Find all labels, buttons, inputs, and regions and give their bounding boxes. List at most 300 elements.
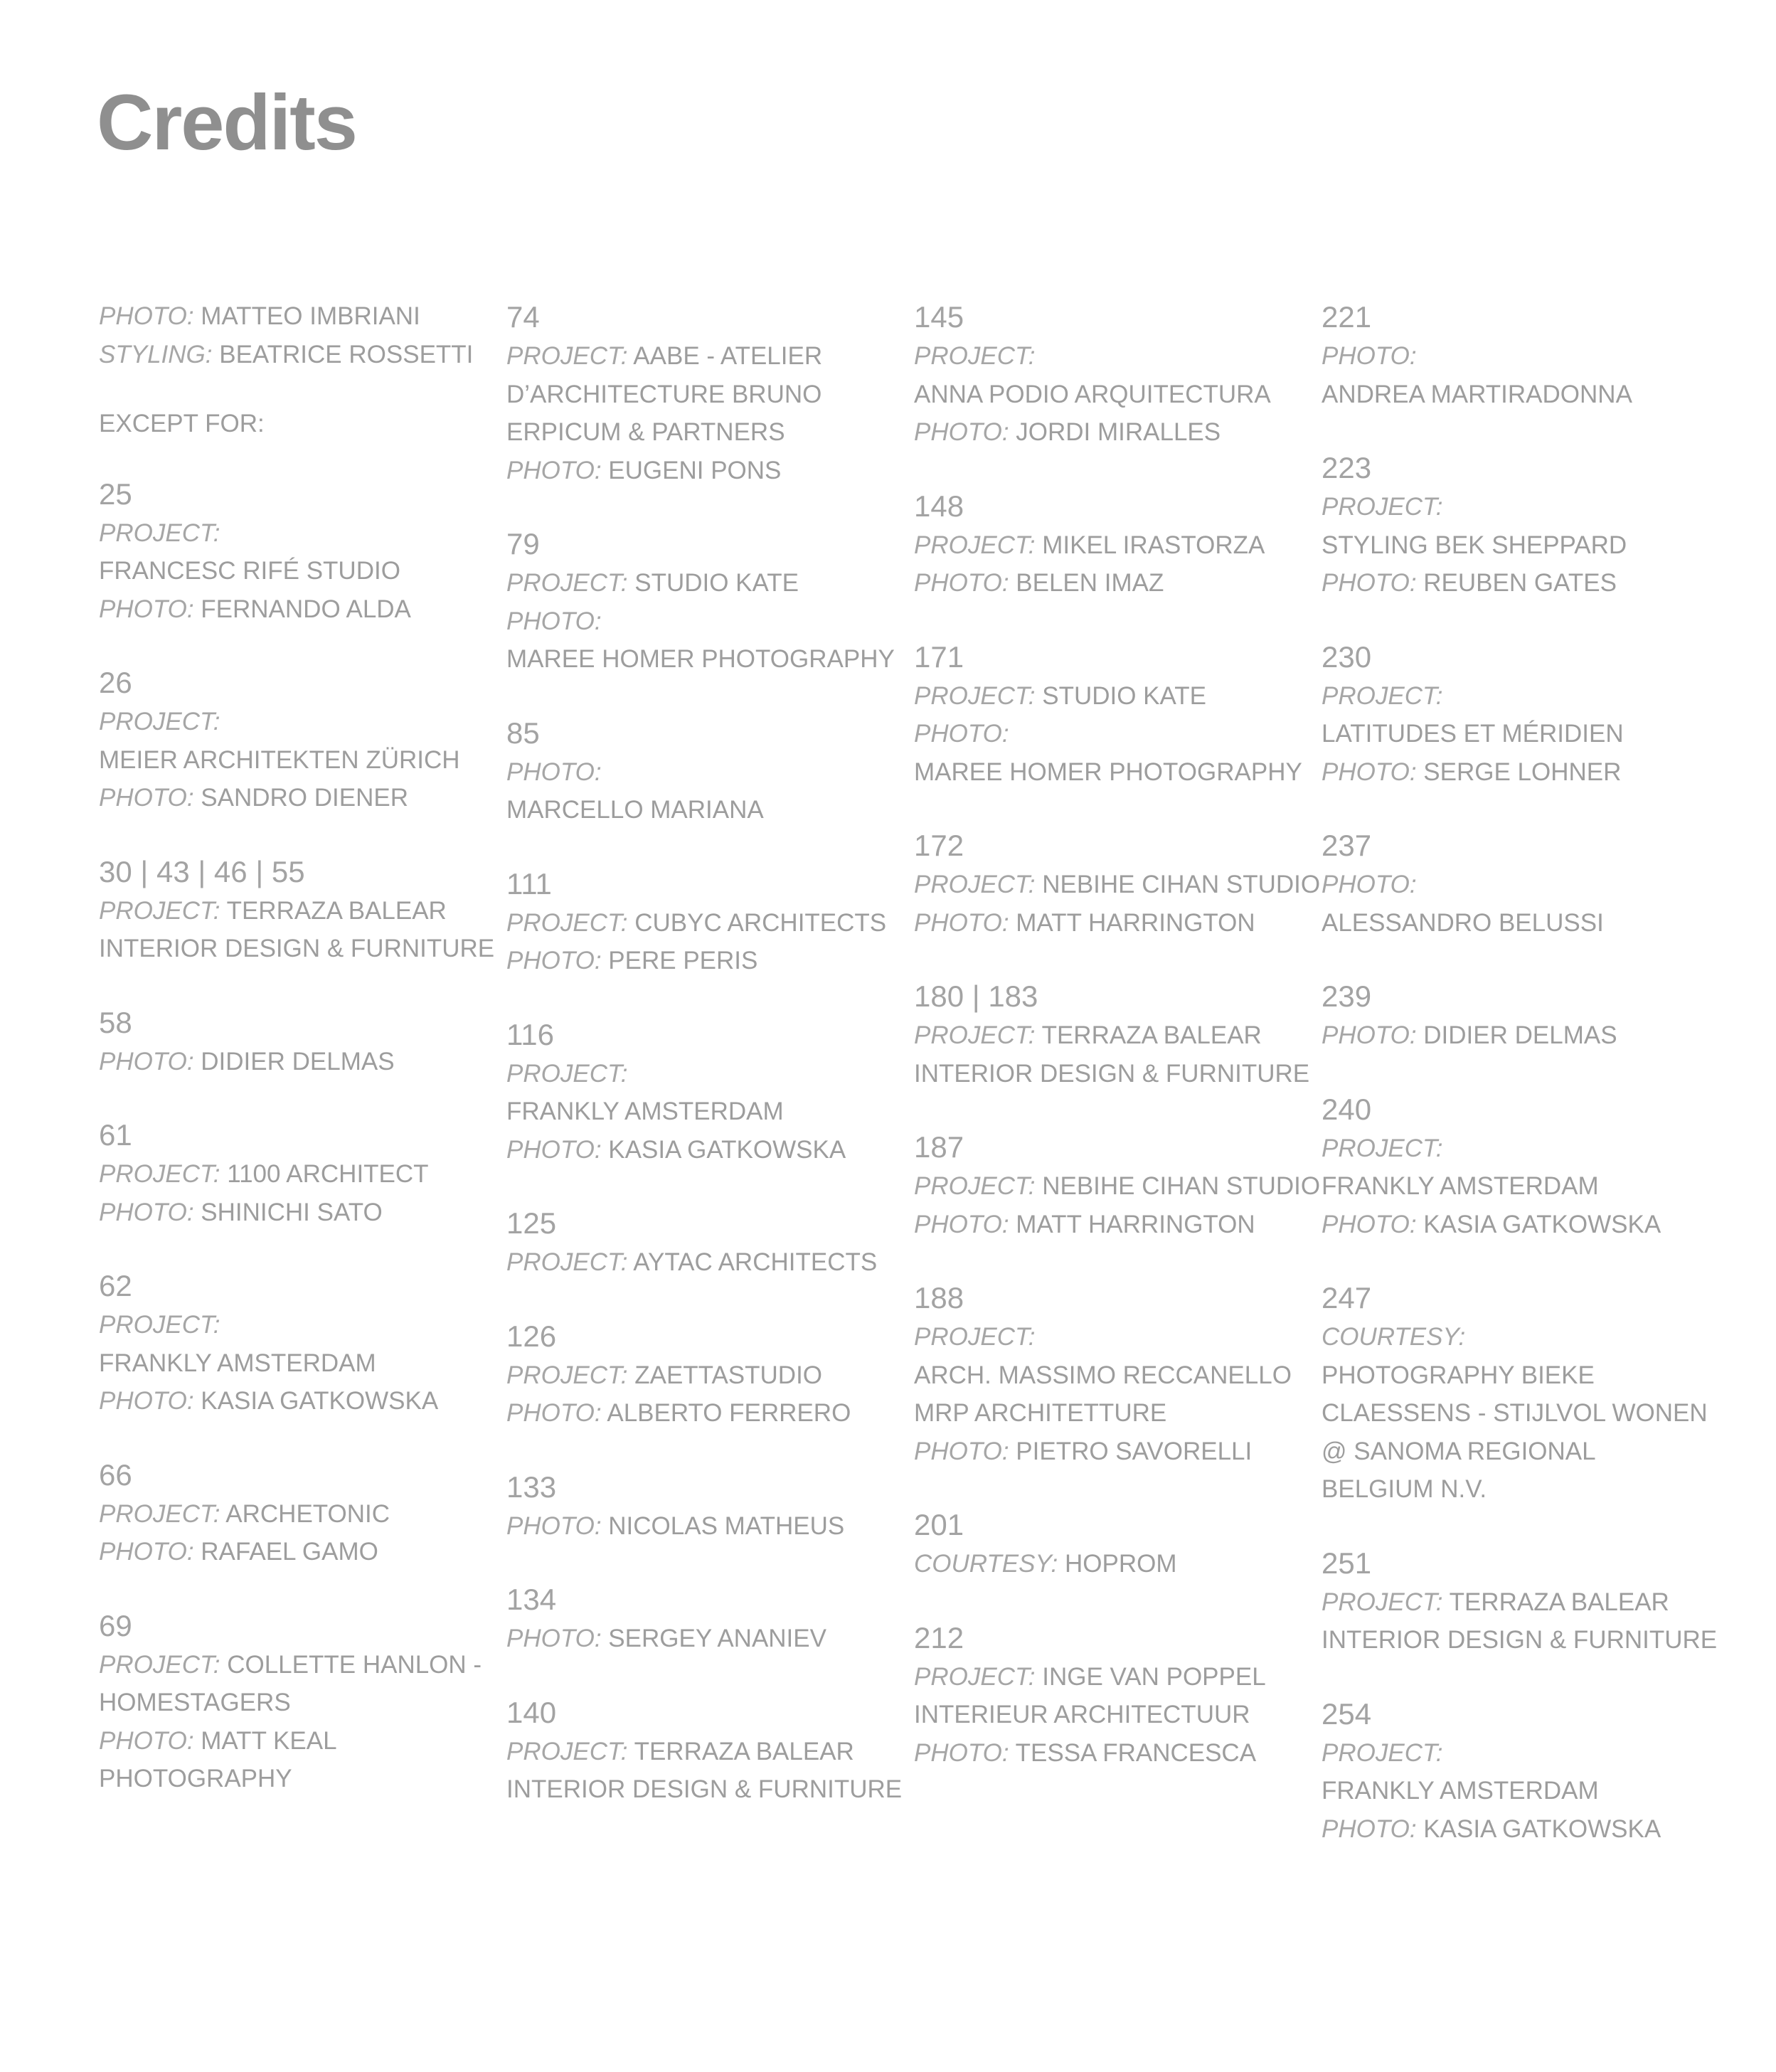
credit-line [1322,1318,1720,1356]
page-number: 221 [1322,300,1372,334]
page-number: 251 [1322,1546,1372,1580]
credit-line [99,930,497,968]
credit-value: MAREE HOMER PHOTOGRAPHY [506,645,895,673]
credit-label: PHOTO: [506,758,602,786]
credit-line [99,1194,497,1232]
credit-entry [1322,1278,1720,1509]
credit-entry [99,1003,497,1081]
credit-entry [1322,637,1720,792]
credit-value: INTERIEUR ARCHITECTUUR [914,1701,1250,1728]
credit-entry [506,1693,905,1809]
credit-label: PROJECT: [506,342,628,370]
credit-entry [1322,1694,1720,1849]
except-for-label: EXCEPT FOR: [99,410,265,437]
credit-line [506,1620,905,1658]
credit-value: DIDIER DELMAS [1423,1021,1617,1049]
credit-value: PERE PERIS [608,947,758,974]
credit-value: MATT KEAL [201,1726,337,1755]
credit-line [506,1055,905,1093]
credits-column-1 [99,297,497,1833]
credit-line [506,602,905,641]
column-entries [506,297,905,1809]
credit-line [99,741,497,780]
credit-line [506,1507,905,1546]
credit-value: ALESSANDRO BELUSSI [1322,908,1604,937]
credit-line [1322,1734,1720,1773]
page-number: 125 [506,1206,557,1240]
credit-line [99,514,497,553]
page-number: 180 | 183 [914,979,1038,1013]
credit-entry [1322,1544,1720,1659]
credit-line [1322,564,1720,602]
intro-styling-line [99,336,497,374]
credit-label: PHOTO: [506,456,602,484]
credit-label: PHOTO: [99,595,194,623]
credit-label: PHOTO: [506,1512,602,1540]
credit-line [1322,1810,1720,1849]
credit-value: AYTAC ARCHITECTS [633,1248,878,1276]
page-number: 240 [1322,1092,1372,1126]
credit-label: PHOTO: [506,607,602,635]
credit-value: STUDIO KATE [634,569,799,597]
page-number: 69 [99,1608,132,1642]
credit-value: ALBERTO FERRERO [607,1399,851,1427]
credit-line [914,1167,1321,1206]
credit-line [506,753,905,792]
credit-value: PHOTOGRAPHY [99,1765,292,1792]
credit-label: PHOTO: [914,1210,1009,1238]
credit-line [506,942,905,980]
credit-entry [506,524,905,679]
credit-label: PROJECT: [914,871,1036,898]
credit-line [506,640,905,679]
credit-value: MARCELLO MARIANA [506,796,764,824]
credit-label: PHOTO: [506,947,602,974]
credit-value: ERPICUM & PARTNERS [506,418,785,446]
credit-label: PROJECT: [914,1662,1036,1691]
credit-entry [914,637,1312,792]
credit-line [1322,753,1720,792]
credit-line [506,1131,905,1169]
credit-label: PROJECT: [506,908,628,937]
credit-value: PIETRO SAVORELLI [1016,1437,1253,1465]
credit-value: SERGEY ANANIEV [608,1625,826,1652]
credit-line [506,791,905,829]
credit-entry [914,1278,1312,1470]
credit-line [914,715,1312,753]
credit-line [914,1734,1312,1773]
credit-label: COURTESY: [914,1550,1058,1578]
credit-line [99,1344,497,1383]
credit-line [99,1646,497,1684]
general-credits [99,297,497,443]
intro-photo-label: PHOTO: [99,302,194,330]
credit-line [1322,337,1720,376]
credit-line [1322,1394,1720,1433]
credit-value: KASIA GATKOWSKA [608,1135,846,1164]
credit-label: PROJECT: [99,1160,220,1188]
page-number: 201 [914,1508,964,1541]
credit-entry [99,474,497,629]
credit-line [99,1722,497,1760]
credit-label: PROJECT: [914,681,1036,710]
page-number: 126 [506,1319,557,1353]
page-number: 85 [506,716,540,750]
credit-value: MAREE HOMER PHOTOGRAPHY [914,758,1302,786]
credit-line [99,1533,497,1571]
page-number: 187 [914,1130,964,1164]
page-number: 133 [506,1470,557,1504]
credit-label: PHOTO: [99,784,194,812]
page-number: 230 [1322,639,1372,674]
credit-line [914,904,1312,942]
credit-label: PHOTO: [99,1047,194,1075]
page-number: 111 [506,866,552,900]
credit-label: PHOTO: [99,1198,194,1226]
credit-entry [1322,826,1720,942]
credit-value: HOMESTAGERS [99,1689,291,1716]
credit-line [99,892,497,930]
credit-label: PROJECT: [99,519,220,547]
credit-value: INGE VAN POPPEL [1042,1662,1266,1691]
credit-value: 1100 ARCHITECT [227,1160,429,1188]
credit-value: LATITUDES ET MÉRIDIEN [1322,720,1624,748]
credit-line [914,1394,1312,1433]
credit-entry [99,852,497,968]
credit-value: TESSA FRANCESCA [1015,1738,1257,1767]
page-number: 237 [1322,829,1372,862]
credit-label: PROJECT: [99,1650,220,1679]
page-number: 26 [99,666,132,699]
intro-photo-value: MATTEO IMBRIANI [201,302,420,330]
credit-entry [506,297,905,489]
credit-label: PROJECT: [99,708,220,735]
credit-line [1322,376,1720,414]
credit-label: PHOTO: [506,1625,602,1652]
credit-line [99,1306,497,1344]
credit-value: INTERIOR DESIGN & FURNITURE [914,1059,1310,1088]
credit-value: MIKEL IRASTORZA [1042,531,1265,559]
credit-value: KASIA GATKOWSKA [1423,1210,1661,1238]
credit-line [99,1684,497,1722]
credit-line [914,1318,1312,1356]
credit-line [506,904,905,942]
credit-label: PROJECT: [1322,681,1443,710]
credit-line [506,564,905,602]
credit-entry [99,1606,497,1798]
page-number: 247 [1322,1281,1372,1314]
credit-value: @ SANOMA REGIONAL [1322,1437,1596,1465]
credit-entry [506,713,905,829]
credit-label: PROJECT: [506,1737,628,1765]
credit-entry [914,1618,1312,1773]
page-number: 254 [1322,1696,1372,1731]
credit-line [99,1043,497,1081]
credit-value: JORDI MIRALLES [1016,418,1221,446]
credit-label: PHOTO: [914,569,1009,597]
credit-entry [914,297,1312,452]
credit-entry [506,1580,905,1658]
credit-line [1322,1206,1720,1244]
credit-line [506,376,905,414]
credit-line [914,337,1312,376]
page-number: 30 | 43 | 46 | 55 [99,854,305,888]
credit-label: PHOTO: [1322,1021,1417,1049]
credit-value: STUDIO KATE [1042,681,1206,710]
credit-entry [914,1127,1321,1243]
credits-column-3 [914,297,1321,1807]
credit-value: MATT HARRINGTON [1016,908,1255,937]
credit-value: PHOTOGRAPHY BIEKE [1322,1361,1595,1389]
credit-entry [506,864,905,980]
credit-entry [99,663,497,817]
credit-entry [914,826,1321,942]
credit-value: MATT HARRINGTON [1016,1210,1255,1238]
page-number: 61 [99,1118,132,1152]
credit-value: FRANCESC RIFÉ STUDIO [99,557,400,585]
page-number: 239 [1322,979,1372,1013]
credit-label: PHOTO: [506,1399,602,1427]
credit-line [506,413,905,452]
credits-column-2 [506,297,905,1844]
credit-line [914,1055,1312,1093]
credit-entry [99,1266,497,1420]
credit-line [914,677,1312,716]
credit-line [506,337,905,376]
column-entries [99,474,497,1798]
credit-value: RAFAEL GAMO [201,1538,378,1566]
credit-label: COURTESY: [1322,1323,1466,1351]
intro-styling-label: STYLING: [99,340,213,368]
credit-label: PROJECT: [914,1021,1036,1049]
credit-line [1322,1356,1720,1395]
credit-label: PROJECT: [1322,1588,1443,1616]
credit-entry [506,1204,905,1282]
credit-line [914,376,1312,414]
credit-label: PROJECT: [914,531,1036,559]
credit-line [1322,715,1720,753]
credit-label: PROJECT: [506,1361,628,1389]
credit-label: PROJECT: [1322,1134,1443,1162]
credit-line [99,1155,497,1194]
credit-line [1322,1167,1720,1206]
credit-line [1322,1433,1720,1471]
page-number: 134 [506,1583,557,1616]
credit-value: STYLING BEK SHEPPARD [1322,531,1627,559]
credit-label: PROJECT: [914,342,1036,370]
credit-line [914,1356,1312,1395]
page-number: 145 [914,300,964,334]
page-number: 140 [506,1695,557,1729]
credit-value: ARCHETONIC [225,1499,390,1528]
credit-line [506,1733,905,1771]
credit-label: PHOTO: [99,1726,194,1755]
credit-line [1322,1130,1720,1168]
credit-value: TERRAZA BALEAR [226,896,447,925]
credit-value: SANDRO DIENER [201,784,408,812]
credit-label: PROJECT: [914,1172,1036,1200]
credit-entry [1322,448,1720,602]
credit-line [99,552,497,590]
credit-value: ANDREA MARTIRADONNA [1322,380,1632,408]
credit-label: PHOTO: [1322,569,1417,597]
page-number: 171 [914,639,964,674]
credit-line [1322,1583,1720,1622]
credit-value: COLLETTE HANLON - [227,1650,482,1679]
credit-line [99,703,497,741]
credit-label: PHOTO: [914,1437,1009,1465]
credit-entry [506,1317,905,1433]
credit-label: PHOTO: [99,1387,194,1415]
page-number: 25 [99,477,132,511]
credit-entry [99,1115,497,1231]
credit-value: INTERIOR DESIGN & FURNITURE [99,935,495,962]
credit-line [1322,677,1720,716]
credit-value: ARCH. MASSIMO RECCANELLO [914,1361,1292,1389]
credit-value: CLAESSENS - STIJLVOL WONEN [1322,1399,1708,1427]
credit-line [1322,488,1720,526]
credit-line [506,1394,905,1433]
credit-label: PHOTO: [914,1738,1009,1767]
credit-label: PHOTO: [1322,871,1417,898]
credit-label: PHOTO: [914,418,1009,446]
credit-entry [1322,1090,1720,1244]
credit-line [506,1093,905,1131]
credit-value: TERRAZA BALEAR [634,1737,854,1765]
credit-label: PROJECT: [99,1499,220,1528]
credit-line [506,1770,905,1809]
credit-value: INTERIOR DESIGN & FURNITURE [1322,1626,1718,1654]
credit-line [914,1545,1312,1583]
credit-label: PROJECT: [99,1311,220,1339]
page-number: 79 [506,527,540,560]
credit-label: PHOTO: [914,720,1009,748]
credit-label: PROJECT: [99,896,220,925]
credit-line [506,452,905,490]
credit-value: D’ARCHITECTURE BRUNO [506,380,822,408]
credit-line [914,564,1312,602]
page-title: Credits [97,79,356,166]
credit-value: SHINICHI SATO [201,1198,383,1226]
credit-value: EUGENI PONS [608,456,782,484]
page-number: 223 [1322,451,1372,484]
credit-label: PHOTO: [914,908,1009,937]
credit-value: MEIER ARCHITEKTEN ZÜRICH [99,745,460,774]
credit-label: PROJECT: [1322,493,1443,521]
page-number: 172 [914,829,964,862]
credits-column-4 [1322,297,1720,1883]
page-number: 74 [506,300,540,334]
credit-label: PHOTO: [1322,1815,1417,1843]
credit-line [506,1356,905,1395]
credit-label: PROJECT: [914,1323,1036,1351]
credit-line [1322,1470,1720,1509]
credit-line [914,1016,1312,1055]
credit-entry [99,1455,497,1571]
credit-value: AABE - ATELIER [633,342,823,370]
page-number: 116 [506,1017,554,1051]
credit-value: DIDIER DELMAS [201,1047,395,1075]
credit-value: NICOLAS MATHEUS [608,1512,845,1540]
credit-value: INTERIOR DESIGN & FURNITURE [506,1775,903,1803]
credit-label: PROJECT: [506,569,628,597]
credit-line [914,753,1312,792]
credit-label: PROJECT: [506,1059,628,1088]
credit-value: KASIA GATKOWSKA [201,1387,439,1415]
credit-value: ZAETTASTUDIO [634,1361,823,1389]
page-number: 148 [914,489,964,523]
credit-line [99,1495,497,1534]
page-number: 62 [99,1269,132,1302]
credit-line [1322,1016,1720,1055]
credit-value: FRANKLY AMSTERDAM [506,1098,784,1125]
credit-entry [1322,297,1720,413]
credit-line [99,590,497,629]
credit-value: HOPROM [1065,1550,1177,1578]
credit-line [914,1433,1312,1471]
credit-line [506,1243,905,1282]
credit-value: SERGE LOHNER [1423,758,1622,786]
credit-value: FERNANDO ALDA [201,595,411,623]
page-number: 66 [99,1457,132,1492]
credit-value: REUBEN GATES [1423,569,1617,597]
page-number: 58 [99,1005,132,1039]
credit-line [914,1658,1312,1696]
credit-line [914,866,1321,904]
credit-label: PROJECT: [506,1248,628,1276]
credit-line [914,413,1312,452]
credit-value: NEBIHE CIHAN STUDIO [1042,871,1321,898]
credit-entry [914,977,1312,1093]
credit-line [1322,1621,1720,1659]
credit-line [914,526,1312,565]
credit-value: TERRAZA BALEAR [1449,1588,1669,1616]
credit-label: PHOTO: [1322,342,1417,370]
column-entries [1322,297,1720,1848]
credit-value: KASIA GATKOWSKA [1423,1815,1661,1843]
credit-value: FRANKLY AMSTERDAM [1322,1777,1599,1805]
credit-label: PHOTO: [1322,1210,1417,1238]
credit-value: ANNA PODIO ARQUITECTURA [914,380,1271,408]
credit-line [99,1382,497,1420]
credit-line [1322,904,1720,942]
credit-value: MRP ARCHITETTURE [914,1399,1167,1427]
credit-entry [1322,977,1720,1055]
credit-line [1322,526,1720,565]
page-number: 188 [914,1281,964,1314]
credit-entry [914,1505,1312,1583]
intro-photo-line [99,297,497,336]
credit-value: FRANKLY AMSTERDAM [99,1349,376,1377]
credit-label: PHOTO: [506,1135,602,1164]
credit-label: PHOTO: [1322,758,1417,786]
credit-line [1322,866,1720,904]
credit-line [1322,1772,1720,1810]
intro-styling-value: BEATRICE ROSSETTI [219,340,474,368]
page-number: 212 [914,1620,964,1654]
credit-label: PHOTO: [99,1538,194,1566]
credit-entry [506,1467,905,1546]
credit-line [99,779,497,817]
credit-value: CUBYC ARCHITECTS [634,908,887,937]
credit-entry [506,1015,905,1169]
credit-value: BELEN IMAZ [1016,569,1164,597]
credit-value: TERRAZA BALEAR [1041,1021,1262,1049]
credit-label: PROJECT: [1322,1738,1443,1767]
credit-line [99,1760,497,1798]
credit-value: NEBIHE CIHAN STUDIO [1042,1172,1321,1200]
credit-value: FRANKLY AMSTERDAM [1322,1172,1599,1200]
